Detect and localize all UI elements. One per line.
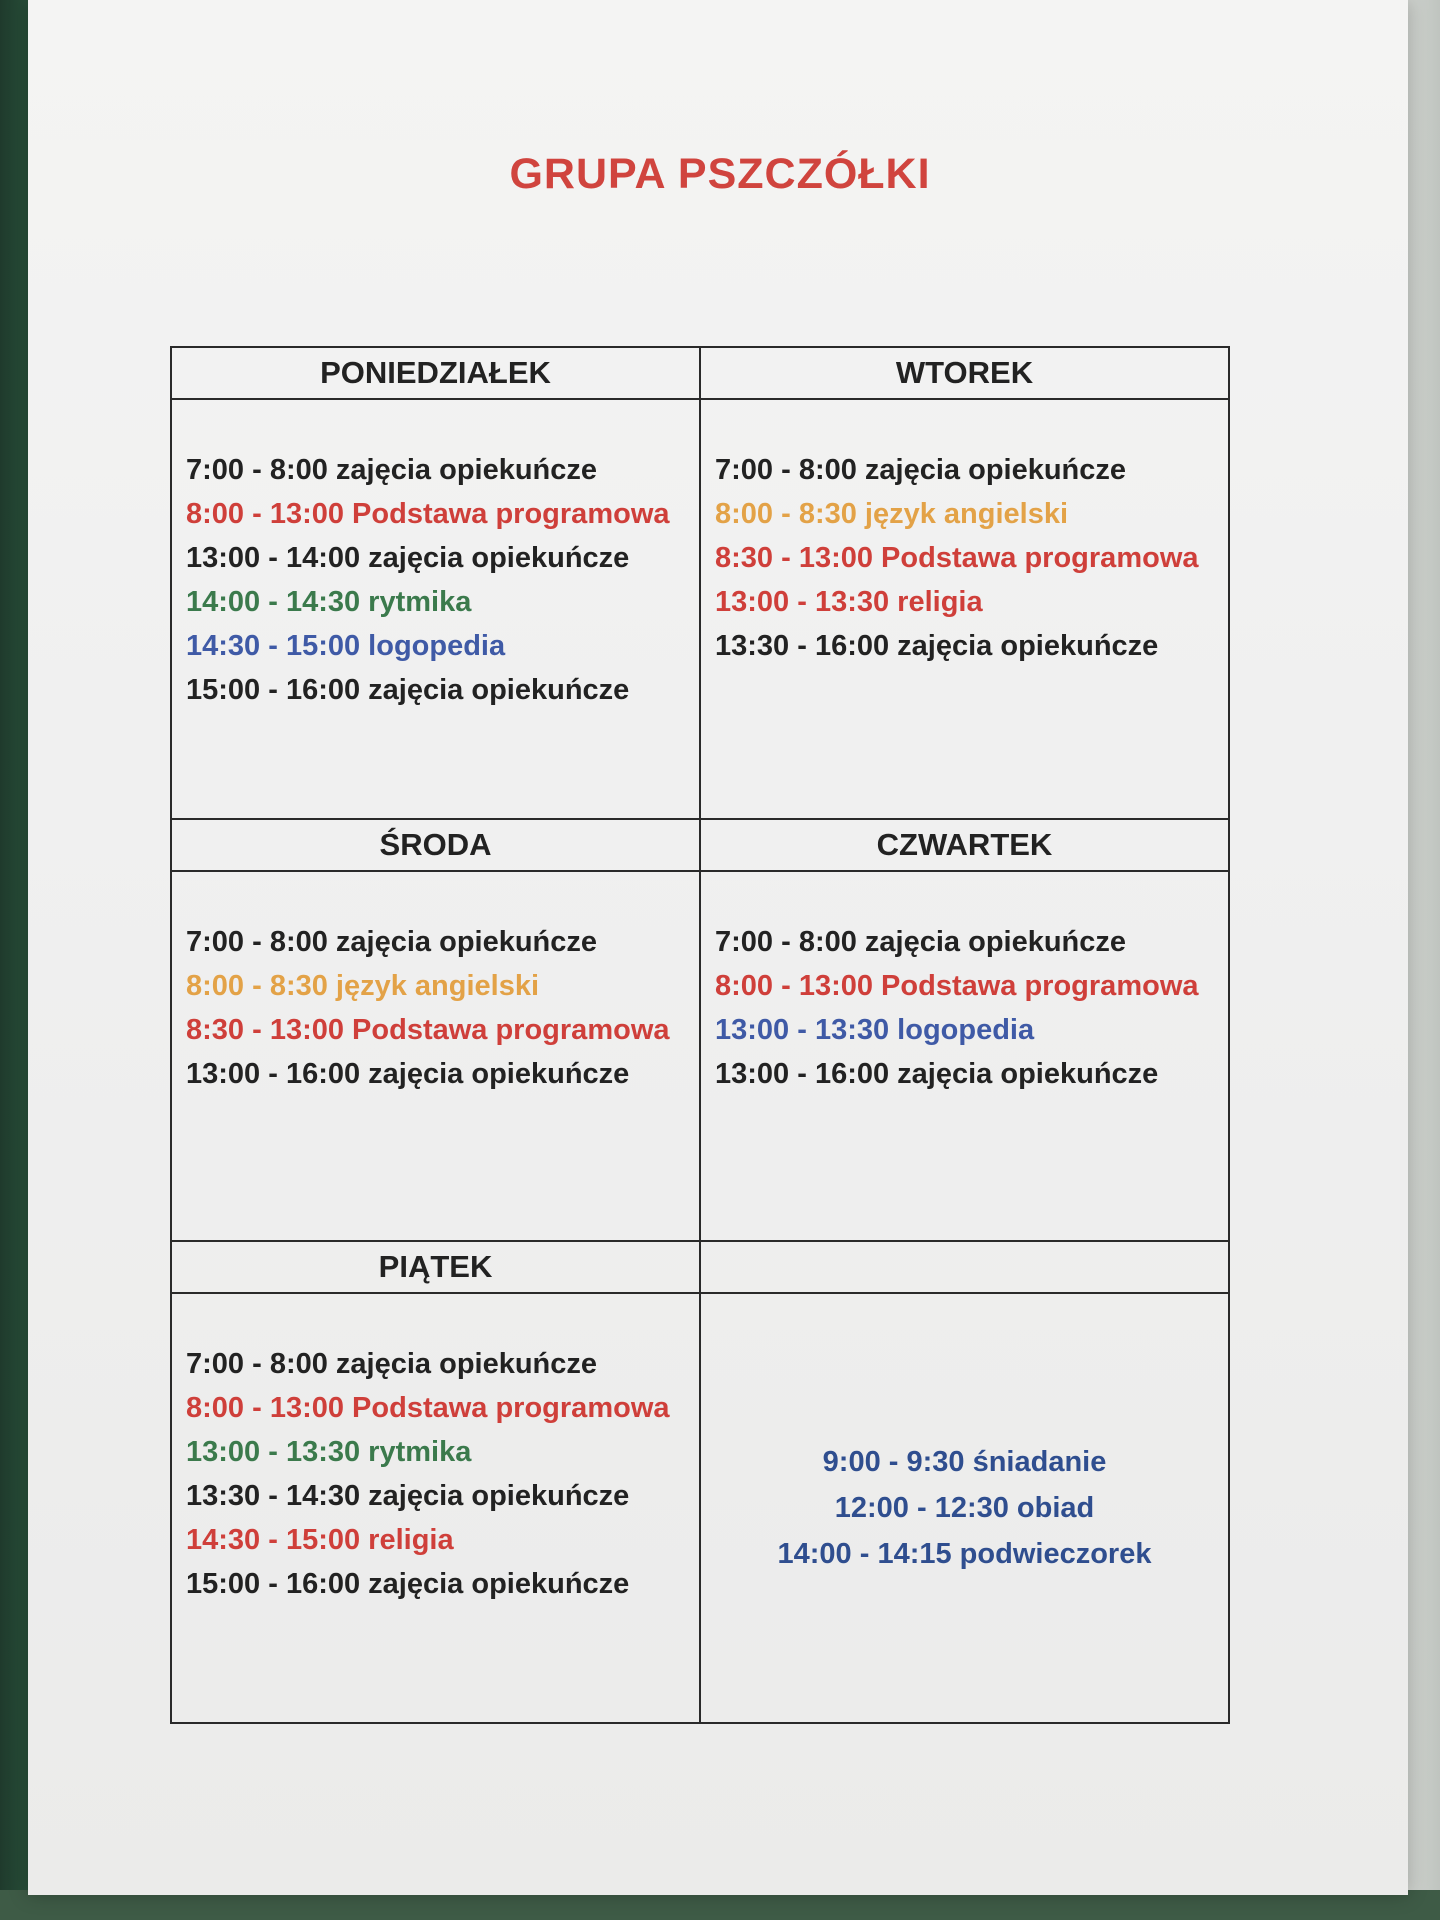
schedule-entry: 15:00 - 16:00 zajęcia opiekuńcze	[186, 674, 630, 706]
day-header-thursday: CZWARTEK	[700, 819, 1229, 871]
schedule-entry: 8:00 - 8:30 język angielski	[186, 970, 540, 1002]
schedule-entry: 7:00 - 8:00 zajęcia opiekuńcze	[186, 926, 598, 958]
meals-cell	[700, 1293, 1229, 1723]
schedule-entry: 13:00 - 13:30 rytmika	[186, 1436, 472, 1468]
schedule-entry: 8:00 - 13:00 Podstawa programowa	[715, 970, 1199, 1002]
day-cell-thursday	[700, 871, 1229, 1241]
day-cell-tuesday	[700, 399, 1229, 819]
day-cell-wednesday	[171, 871, 700, 1241]
day-cell-monday	[171, 399, 700, 819]
schedule-entry: 7:00 - 8:00 zajęcia opiekuńcze	[715, 926, 1127, 958]
meal-entry: 14:00 - 14:15 podwieczorek	[777, 1538, 1152, 1570]
day-header-wednesday: ŚRODA	[171, 819, 700, 871]
schedule-entry: 13:30 - 14:30 zajęcia opiekuńcze	[186, 1480, 630, 1512]
schedule-entry: 13:00 - 14:00 zajęcia opiekuńcze	[186, 542, 630, 574]
day-header-tuesday: WTOREK	[700, 347, 1229, 399]
schedule-entry: 8:30 - 13:00 Podstawa programowa	[715, 542, 1199, 574]
schedule-entry: 14:00 - 14:30 rytmika	[186, 586, 472, 618]
schedule-table	[170, 346, 1230, 1724]
schedule-entry: 13:00 - 13:30 religia	[715, 586, 983, 618]
schedule-entry: 13:00 - 16:00 zajęcia opiekuńcze	[186, 1058, 630, 1090]
schedule-entry: 14:30 - 15:00 religia	[186, 1524, 454, 1556]
schedule-entry: 14:30 - 15:00 logopedia	[186, 630, 506, 662]
day-cell-friday	[171, 1293, 700, 1723]
day-header-monday: PONIEDZIAŁEK	[171, 347, 700, 399]
day-header-friday: PIĄTEK	[171, 1241, 700, 1293]
schedule-entry: 8:30 - 13:00 Podstawa programowa	[186, 1014, 670, 1046]
schedule-entry: 7:00 - 8:00 zajęcia opiekuńcze	[186, 454, 598, 486]
schedule-entry: 8:00 - 8:30 język angielski	[715, 498, 1069, 530]
schedule-entry: 15:00 - 16:00 zajęcia opiekuńcze	[186, 1568, 630, 1600]
schedule-entry: 8:00 - 13:00 Podstawa programowa	[186, 1392, 670, 1424]
meal-entry: 9:00 - 9:30 śniadanie	[822, 1446, 1107, 1478]
schedule-entry: 13:00 - 16:00 zajęcia opiekuńcze	[715, 1058, 1159, 1090]
empty-header	[700, 1241, 1229, 1293]
page-title: GRUPA PSZCZÓŁKI	[509, 150, 931, 198]
schedule-entry: 7:00 - 8:00 zajęcia opiekuńcze	[186, 1348, 598, 1380]
schedule-entry: 8:00 - 13:00 Podstawa programowa	[186, 498, 670, 530]
schedule-entry: 13:00 - 13:30 logopedia	[715, 1014, 1035, 1046]
schedule-entry: 13:30 - 16:00 zajęcia opiekuńcze	[715, 630, 1159, 662]
meal-entry: 12:00 - 12:30 obiad	[834, 1492, 1095, 1524]
schedule-entry: 7:00 - 8:00 zajęcia opiekuńcze	[715, 454, 1127, 486]
